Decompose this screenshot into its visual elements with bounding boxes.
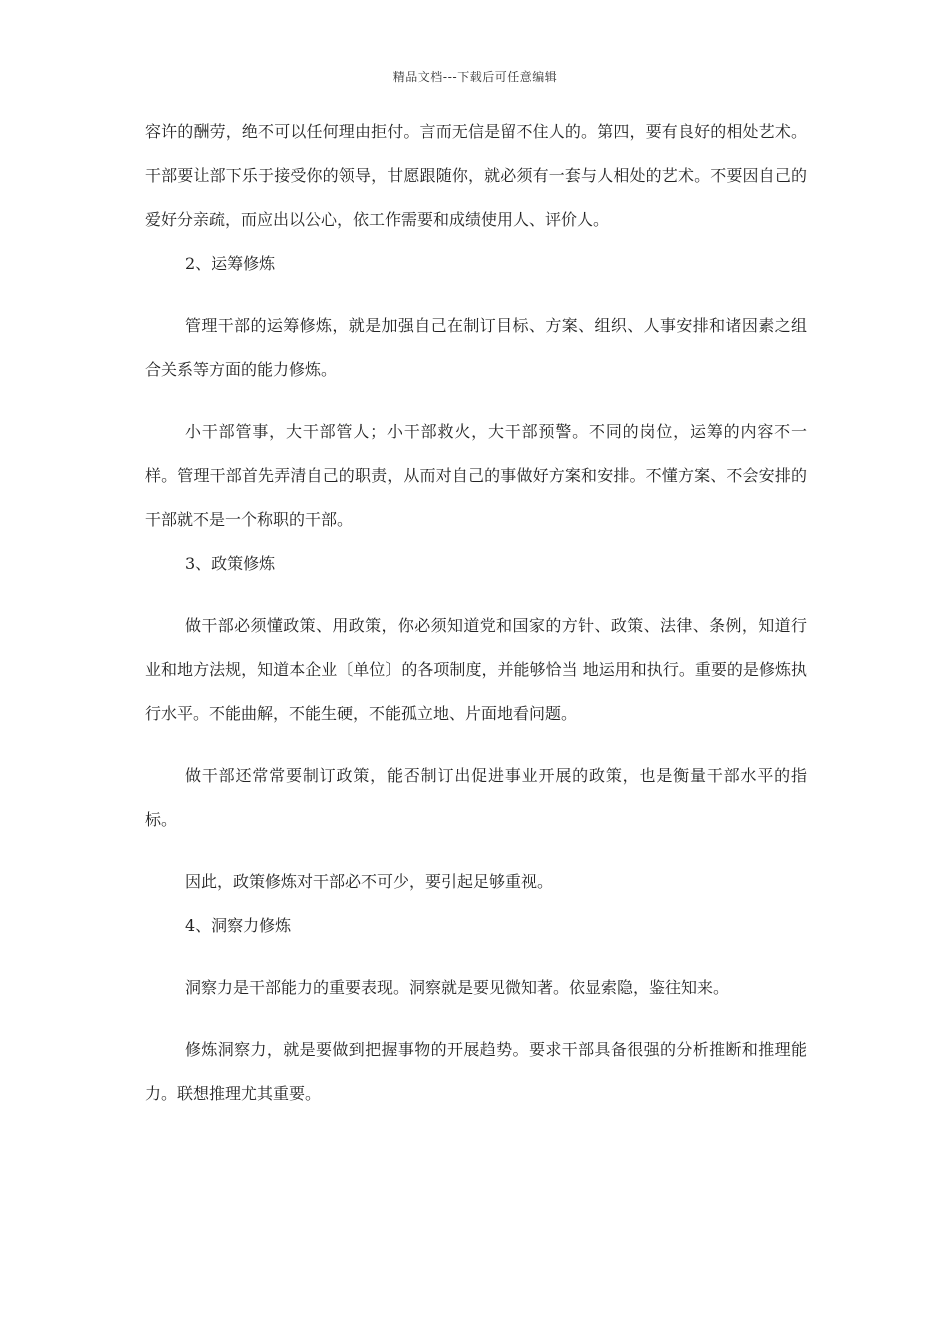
document-body — [145, 110, 807, 1116]
paragraph-continued: 容许的酬劳，绝不可以任何理由拒付。言而无信是留不住人的。第四，要有良好的相处艺术。干部要让部下乐于接受你的领导，甘愿跟随你，就必须有一套与人相处的艺术。不要因自己的爱好分亲疏，而应出以公心，依工作需要和成绩使用人、评价人。 — [145, 122, 807, 229]
section-heading-3: 3、政策修炼 — [185, 554, 276, 573]
paragraph: 洞察力是干部能力的重要表现。洞察就是要见微知著。依显索隐，鉴往知来。 — [185, 978, 730, 997]
section-heading-2: 2、运筹修炼 — [185, 254, 276, 273]
paragraph: 做干部必须懂政策、用政策，你必须知道党和国家的方针、政策、法律、条例，知道行业和地方法规，知道本企业〔单位〕的各项制度，并能够恰当 地运用和执行。重要的是修炼执行水平。不能曲解，不能生硬，不能孤立地、片面地看问题。 — [145, 616, 807, 723]
paragraph: 小干部管事，大干部管人；小干部救火，大干部预警。不同的岗位，运筹的内容不一样。管理干部首先弄清自己的职责，从而对自己的事做好方案和安排。不懂方案、不会安排的干部就不是一个称职的干部。 — [145, 422, 807, 529]
page-header: 精品文档---下载后可任意编辑 — [392, 70, 558, 84]
paragraph: 做干部还常常要制订政策，能否制订出促进事业开展的政策，也是衡量干部水平的指标。 — [145, 766, 807, 829]
paragraph: 因此，政策修炼对干部必不可少，要引起足够重视。 — [185, 872, 554, 891]
paragraph: 管理干部的运筹修炼，就是加强自己在制订目标、方案、组织、人事安排和诸因素之组合关系等方面的能力修炼。 — [145, 316, 807, 379]
paragraph: 修炼洞察力，就是要做到把握事物的开展趋势。要求干部具备很强的分析推断和推理能力。联想推理尤其重要。 — [145, 1040, 807, 1103]
section-heading-4: 4、洞察力修炼 — [185, 916, 292, 935]
